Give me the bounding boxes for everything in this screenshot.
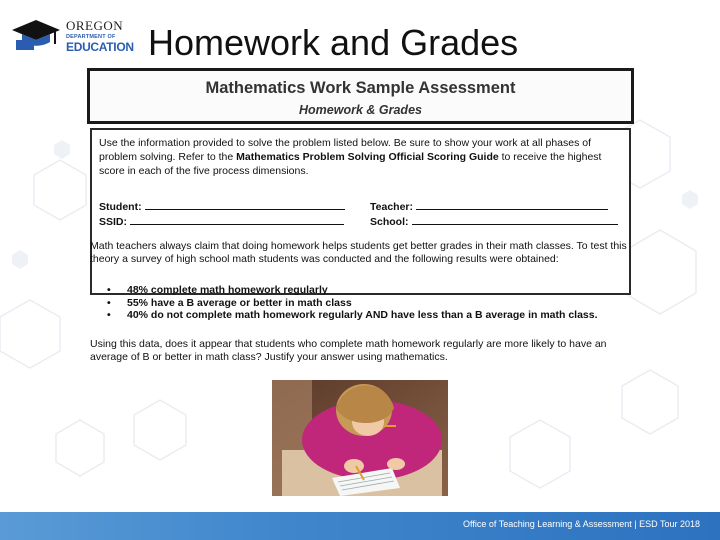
teacher-blank	[416, 200, 608, 210]
slide-title: Homework and Grades	[148, 22, 519, 63]
teacher-field	[370, 200, 608, 213]
school-label: School:	[370, 216, 409, 228]
instructions-part1: Use the information provided to solve the problem listed below. Be sure to show your work at all phases of problem solving. Refer to the	[99, 137, 592, 164]
teacher-label: Teacher:	[370, 201, 413, 213]
survey-results-list	[107, 284, 627, 322]
student-label: Student:	[99, 201, 142, 213]
document-title: Mathematics Work Sample Assessment	[205, 79, 516, 97]
footer-bar	[0, 512, 720, 540]
oregon-doe-logo	[10, 16, 134, 56]
list-item: • 48% complete math homework regularly	[107, 284, 627, 297]
footer-text: Office of Teaching Learning & Assessment | ESD Tour 2018	[463, 519, 700, 529]
list-item: • 55% have a B average or better in math class	[107, 297, 627, 310]
work-sample-document	[87, 68, 634, 368]
ssid-label: SSID:	[99, 216, 128, 228]
graduation-cap-state-icon	[10, 16, 62, 52]
list-item: • 40% do not complete math homework regularly AND have less than a B average in math class.	[107, 309, 627, 322]
document-subtitle: Homework & Grades	[299, 103, 422, 117]
instructions-box	[90, 128, 631, 295]
logo-department-text: DEPARTMENT OF	[66, 34, 116, 40]
logo-education-text: EDUCATION	[66, 40, 134, 54]
instructions-part2: to receive the highest score in each of the five process dimensions.	[99, 151, 602, 178]
student-blank	[145, 200, 345, 210]
instructions-text	[99, 136, 627, 179]
question-text: Using this data, does it appear that students who complete math homework regularly are more likely to have an average of B or better in math class? Justify your answer using mathematics.	[90, 338, 607, 364]
ssid-blank	[130, 215, 344, 225]
school-field	[370, 215, 618, 228]
scoring-guide-reference: Mathematics Problem Solving Official Scoring Guide	[236, 151, 499, 164]
document-header	[87, 68, 634, 124]
school-blank	[412, 215, 618, 225]
student-field	[99, 200, 345, 213]
girl-doing-homework-photo	[272, 380, 448, 496]
ssid-field	[99, 215, 344, 228]
logo-oregon-text: OREGON	[66, 18, 124, 33]
problem-statement: Math teachers always claim that doing homework helps students get better grades in their math classes. To test this theory a survey of high school math students was conducted and the following results were obtained:	[90, 240, 627, 266]
